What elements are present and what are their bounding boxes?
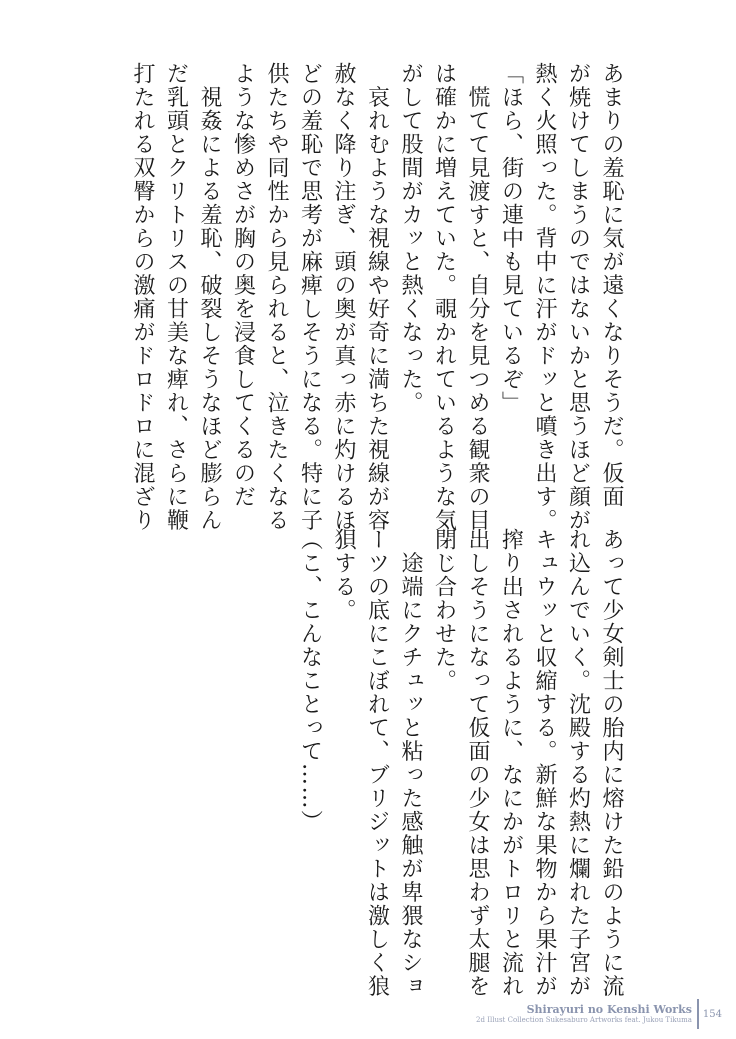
footer-text [476,999,697,1029]
text-line: 打たれる双臀からの激痛がドロドロに混ざり [130,62,155,532]
text-line: 赦なく降り注ぎ、頭の奥が真っ赤に灼けるほ [331,62,356,532]
page-footer [476,999,722,1029]
upper-text-block [126,62,629,532]
footer-subtitle: 2d Illust Collection Sukesaburo Artworks feat. Jukou Tikuma [476,1016,692,1024]
text-line: キュウッと収縮する。新鮮な果物から果汁が [532,528,557,998]
text-line: 狽する。 [331,528,356,622]
text-line: 視姦による羞恥、破裂しそうなほど膨らん [197,62,222,532]
text-line: 「ほら、街の連中も見ているぞ」 [498,62,524,415]
text-line: あって少女剣士の胎内に熔けた鉛のように流 [599,528,624,998]
text-line: ーツの底にこぼれて、ブリジットは激しく狼 [364,528,390,998]
text-line: 熱く火照った。背中に汗がドッと噴き出す。 [532,62,557,532]
page-number: 154 [702,1008,722,1020]
footer-title: Shirayuri no Kenshi Works [526,1003,692,1016]
text-line: 慌てて見渡すと、自分を見つめる観衆の目 [465,62,490,532]
text-line: だ乳頭とクリトリスの甘美な痺れ、さらに鞭 [163,62,189,532]
text-line: れ込んでいく。沈殿する灼熱に爛れた子宮が [565,528,591,998]
text-line: ような惨めさが胸の奥を浸食してくるのだ [230,62,256,509]
text-line: 搾り出されるように、なにかがトロリと流れ [498,528,524,998]
text-line: （こ、こんなことって……） [297,528,323,834]
text-line: が焼けてしまうのではないかと思うほど顔が [565,62,591,532]
text-line: 途端にクチュッと粘った感触が卑猥なショ [398,528,423,998]
text-line: 哀れむような視線や好奇に満ちた視線が容 [364,62,390,532]
text-line: は確かに増えていた。覗かれているような気 [431,62,457,532]
text-line: あまりの羞恥に気が遠くなりそうだ。仮面 [599,62,624,509]
text-line: 閉じ合わせた。 [431,528,457,693]
text-line: 供たちや同性から見られると、泣きたくなる [264,62,289,532]
lower-text-block [293,528,628,998]
text-line: どの羞恥で思考が麻痺しそうになる。特に子 [297,62,323,532]
text-line: がして股間がカッと熱くなった。 [398,62,423,415]
text-line: 出しそうになって仮面の少女は思わず太腿を [465,528,490,998]
